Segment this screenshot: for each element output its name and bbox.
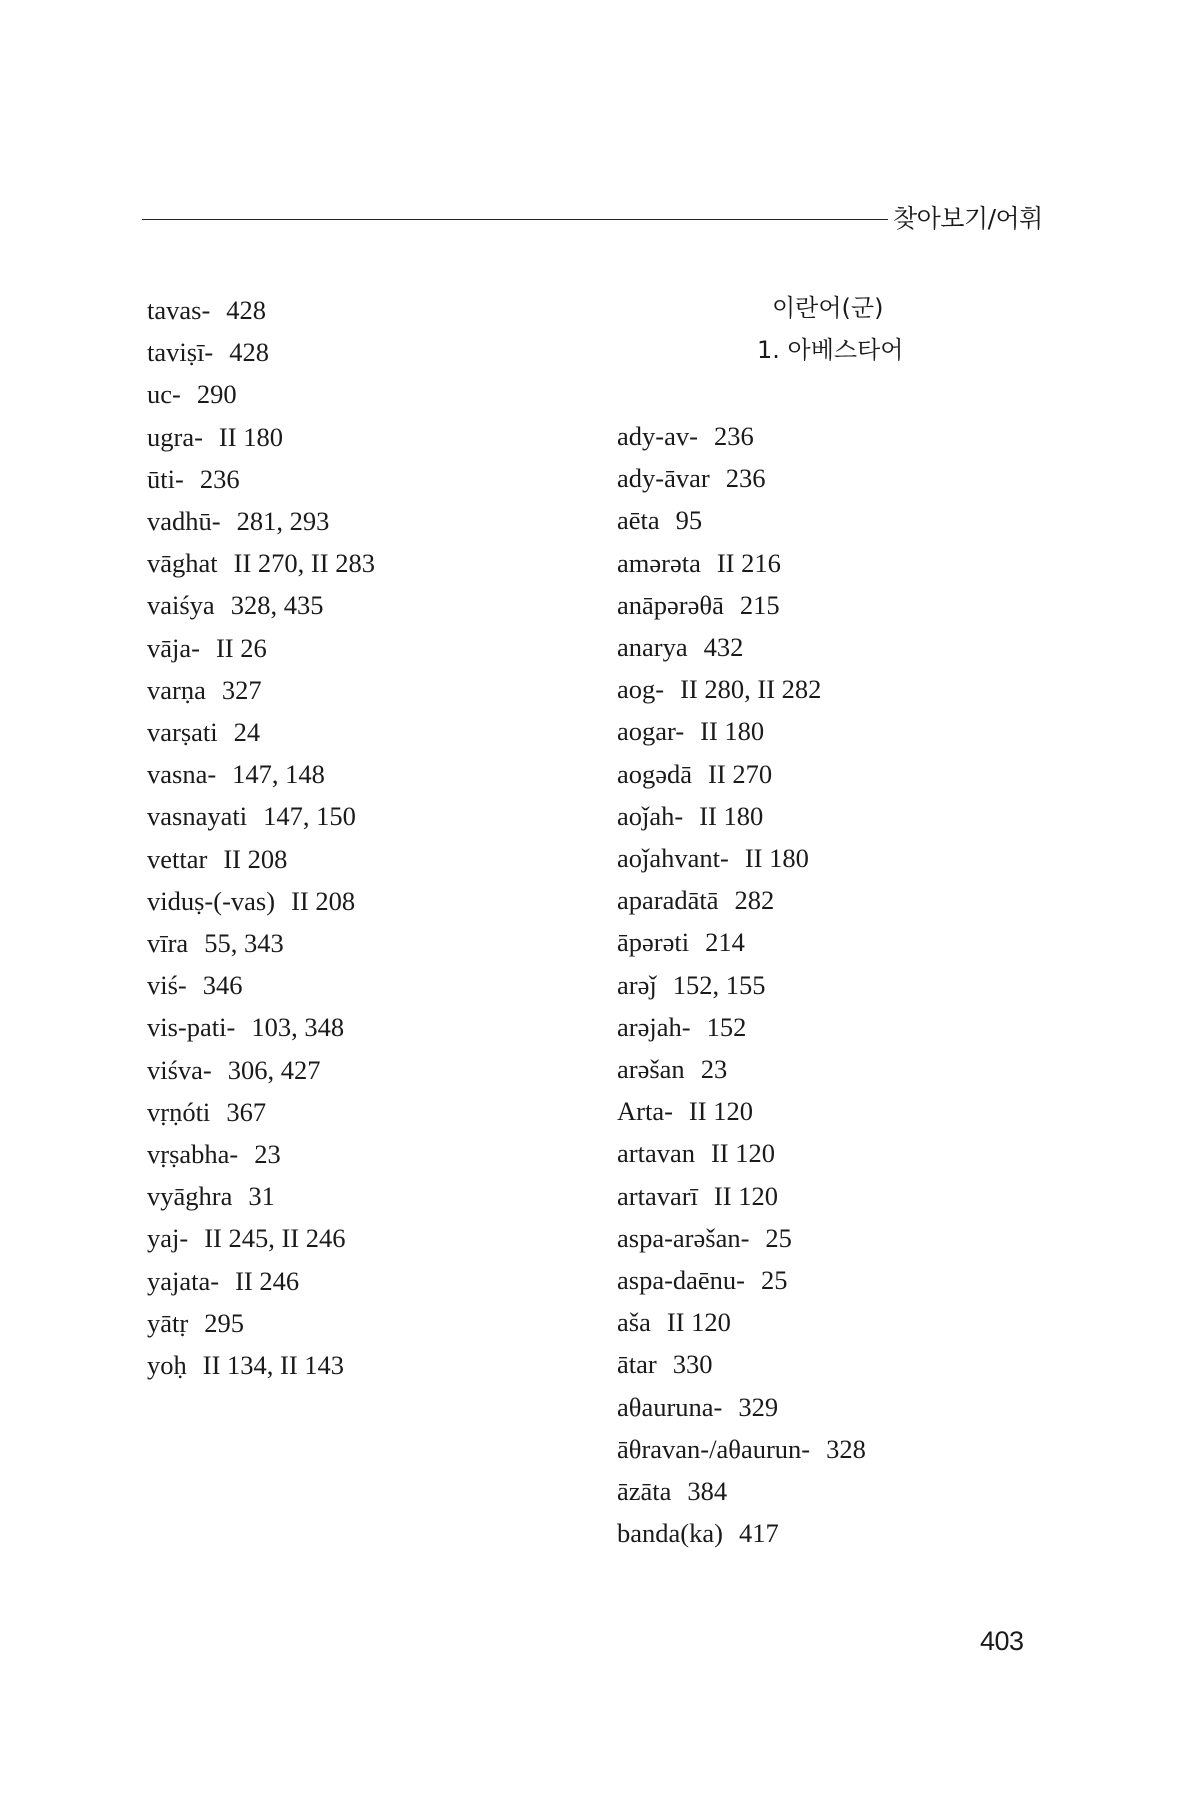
entry-page-refs: 152, 155 <box>672 969 766 1000</box>
index-entry <box>147 1222 346 1254</box>
index-entry <box>617 1095 753 1127</box>
entry-page-refs: 31 <box>248 1181 275 1212</box>
entry-page-refs: 236 <box>199 463 240 494</box>
entry-term: vṛṣabha- <box>147 1139 239 1169</box>
entry-term: varṇa <box>147 674 206 705</box>
entry-page-refs: 330 <box>672 1349 713 1380</box>
entry-term: vyāghra <box>147 1181 233 1212</box>
entry-page-refs: 306, 427 <box>227 1054 321 1085</box>
entry-page-refs: 25 <box>761 1265 788 1295</box>
index-entry <box>617 1180 778 1212</box>
index-entry <box>617 673 821 705</box>
entry-term: banda(ka) <box>617 1518 723 1549</box>
index-entry <box>147 632 267 664</box>
entry-term: aspa-daēnu- <box>617 1265 746 1295</box>
entry-term: amərəta <box>617 547 701 578</box>
entry-term: artavan <box>617 1138 695 1169</box>
entry-term: āpərəti <box>617 927 690 958</box>
index-entry <box>617 1137 775 1169</box>
entry-term: taviṣī- <box>147 337 214 368</box>
entry-term: vīra <box>147 928 189 958</box>
entry-term: yoḥ <box>147 1350 187 1380</box>
entry-page-refs: 432 <box>703 632 744 662</box>
entry-term: anāpərəθā <box>617 589 724 620</box>
entry-page-refs: II 216 <box>716 547 781 578</box>
entry-term: vettar <box>147 843 208 874</box>
index-entry <box>147 969 243 1001</box>
header-rule <box>142 219 888 220</box>
entry-page-refs: 215 <box>739 589 780 620</box>
entry-page-refs: 417 <box>738 1518 779 1549</box>
entry-term: arəǰ <box>617 969 657 1000</box>
entry-page-refs: II 180 <box>218 421 283 452</box>
index-entry <box>617 504 702 536</box>
entry-page-refs: 282 <box>734 885 775 916</box>
index-entry <box>147 336 269 368</box>
entry-page-refs: 147, 148 <box>232 759 325 790</box>
index-entry <box>617 1391 778 1423</box>
entry-page-refs: II 180 <box>699 800 764 831</box>
running-head: 찾아보기/어휘 <box>893 204 1043 233</box>
entry-term: āθravan-/aθaurun- <box>617 1433 811 1464</box>
entry-page-refs: II 120 <box>688 1096 753 1127</box>
entry-page-refs: II 246 <box>235 1265 300 1296</box>
entry-page-refs: 428 <box>226 295 267 325</box>
entry-term: vasna- <box>147 759 217 790</box>
index-entry <box>617 1306 731 1338</box>
entry-term: aoǰah- <box>617 800 684 831</box>
index-entry <box>147 716 260 748</box>
index-entry <box>147 1011 344 1043</box>
index-entry <box>617 1517 779 1549</box>
entry-page-refs: II 180 <box>700 716 765 747</box>
entry-term: aoǰahvant- <box>617 843 729 873</box>
entry-term: vaiśya <box>147 590 215 621</box>
index-entry <box>147 1138 281 1170</box>
entry-page-refs: 147, 150 <box>263 801 356 832</box>
entry-page-refs: II 120 <box>713 1180 778 1211</box>
entry-page-refs: 329 <box>738 1391 779 1422</box>
index-entry <box>147 589 323 621</box>
index-entry <box>147 1307 244 1339</box>
index-entry <box>617 420 754 452</box>
entry-term: aogar- <box>617 716 685 747</box>
entry-term: viduṣ-(-vas) <box>147 885 276 916</box>
index-entry <box>147 927 284 959</box>
entry-page-refs: 95 <box>675 505 703 536</box>
index-entry <box>147 1096 266 1128</box>
entry-page-refs: II 208 <box>223 843 288 874</box>
entry-page-refs: II 245, II 246 <box>204 1223 346 1254</box>
entry-term: viśva- <box>147 1054 212 1085</box>
entry-term: yātṛ <box>147 1307 189 1338</box>
entry-page-refs: II 280, II 282 <box>680 674 822 705</box>
entry-page-refs: 327 <box>221 674 262 705</box>
entry-term: arəšan <box>617 1054 685 1084</box>
entry-term: vāghat <box>147 548 218 579</box>
entry-term: Arta- <box>617 1096 673 1127</box>
entry-page-refs: 236 <box>725 463 766 494</box>
entry-page-refs: 152 <box>706 1011 747 1042</box>
entry-term: artavarī <box>617 1180 698 1211</box>
entry-term: aθauruna- <box>617 1391 723 1422</box>
index-entry <box>147 505 329 537</box>
index-entry <box>617 462 765 494</box>
entry-page-refs: II 120 <box>710 1138 776 1169</box>
index-entry <box>147 674 262 706</box>
index-entry <box>617 631 743 663</box>
entry-term: vṛṇóti <box>147 1096 211 1127</box>
entry-term: aša <box>617 1307 651 1338</box>
entry-page-refs: 214 <box>705 927 745 958</box>
entry-term: aspa-arəšan- <box>617 1222 750 1253</box>
index-entry <box>147 758 325 790</box>
entry-page-refs: II 270, II 283 <box>233 548 375 579</box>
entry-term: vis-pati- <box>147 1012 236 1043</box>
entry-page-refs: 367 <box>226 1096 267 1127</box>
index-entry <box>147 294 266 326</box>
index-entry <box>617 800 763 832</box>
index-entry <box>617 547 781 579</box>
entry-page-refs: 24 <box>233 717 261 747</box>
entry-page-refs: 281, 293 <box>236 506 330 536</box>
entry-page-refs: 23 <box>700 1054 728 1084</box>
entry-page-refs: 55, 343 <box>204 928 284 958</box>
index-entry <box>617 1475 727 1507</box>
index-entry <box>617 969 765 1001</box>
entry-term: ady-av- <box>617 421 698 451</box>
index-entry <box>147 843 287 875</box>
entry-term: yaj- <box>147 1223 189 1254</box>
entry-term: āzāta <box>617 1476 672 1506</box>
index-entry <box>617 715 764 747</box>
entry-page-refs: 328 <box>826 1433 866 1464</box>
index-entry <box>617 589 780 621</box>
subsection-title: 1. 아베스타어 <box>757 336 904 364</box>
index-entry <box>617 1433 866 1465</box>
entry-term: aog- <box>617 674 665 705</box>
entry-page-refs: 428 <box>229 337 269 368</box>
entry-page-refs: II 270 <box>708 758 773 789</box>
entry-term: ugra- <box>147 421 203 452</box>
index-entry <box>147 1054 321 1086</box>
index-entry <box>147 1265 299 1297</box>
entry-term: aparadātā <box>617 885 719 916</box>
entry-page-refs: 103, 348 <box>251 1012 345 1043</box>
entry-page-refs: II 120 <box>666 1307 731 1338</box>
index-entry <box>147 1349 344 1381</box>
entry-page-refs: II 134, II 143 <box>202 1350 345 1380</box>
entry-term: ady-āvar <box>617 463 710 494</box>
index-entry <box>617 1348 712 1380</box>
index-entry <box>617 884 774 916</box>
entry-term: viś- <box>147 970 187 1001</box>
entry-page-refs: 346 <box>202 970 243 1001</box>
entry-page-refs: 25 <box>765 1222 792 1253</box>
entry-term: yajata- <box>147 1265 220 1296</box>
entry-term: vadhū- <box>147 506 221 536</box>
section-title: 이란어(군) <box>772 294 884 322</box>
index-entry <box>147 885 355 917</box>
index-entry <box>147 800 356 832</box>
index-entry <box>147 378 237 410</box>
page-number: 403 <box>980 1626 1024 1656</box>
entry-term: aogədā <box>617 758 693 789</box>
index-entry <box>147 1180 275 1212</box>
entry-page-refs: II 180 <box>744 843 809 873</box>
index-entry <box>147 463 240 495</box>
entry-term: ātar <box>617 1349 657 1380</box>
index-entry <box>617 1011 746 1043</box>
entry-page-refs: 295 <box>204 1307 244 1338</box>
entry-term: vasnayati <box>147 801 248 832</box>
entry-term: anarya <box>617 632 688 662</box>
entry-term: uc- <box>147 379 181 410</box>
entry-page-refs: 328, 435 <box>230 590 324 621</box>
entry-term: arəjah- <box>617 1011 691 1042</box>
entry-term: tavas- <box>147 295 211 325</box>
entry-term: vāja- <box>147 632 200 663</box>
index-entry <box>147 421 283 453</box>
index-entry <box>617 1053 727 1085</box>
entry-page-refs: 290 <box>196 379 237 410</box>
entry-page-refs: 384 <box>687 1476 728 1506</box>
entry-term: aēta <box>617 505 660 536</box>
index-entry <box>617 926 745 958</box>
index-entry <box>617 1264 788 1296</box>
entry-term: ūti- <box>147 463 184 494</box>
index-entry <box>147 547 375 579</box>
entry-page-refs: 236 <box>713 421 754 451</box>
index-entry <box>617 1222 792 1254</box>
index-entry <box>617 758 772 790</box>
index-entry <box>617 842 809 874</box>
entry-page-refs: II 26 <box>215 632 267 663</box>
entry-term: varṣati <box>147 717 218 747</box>
entry-page-refs: 23 <box>254 1139 281 1169</box>
entry-page-refs: II 208 <box>291 885 356 916</box>
